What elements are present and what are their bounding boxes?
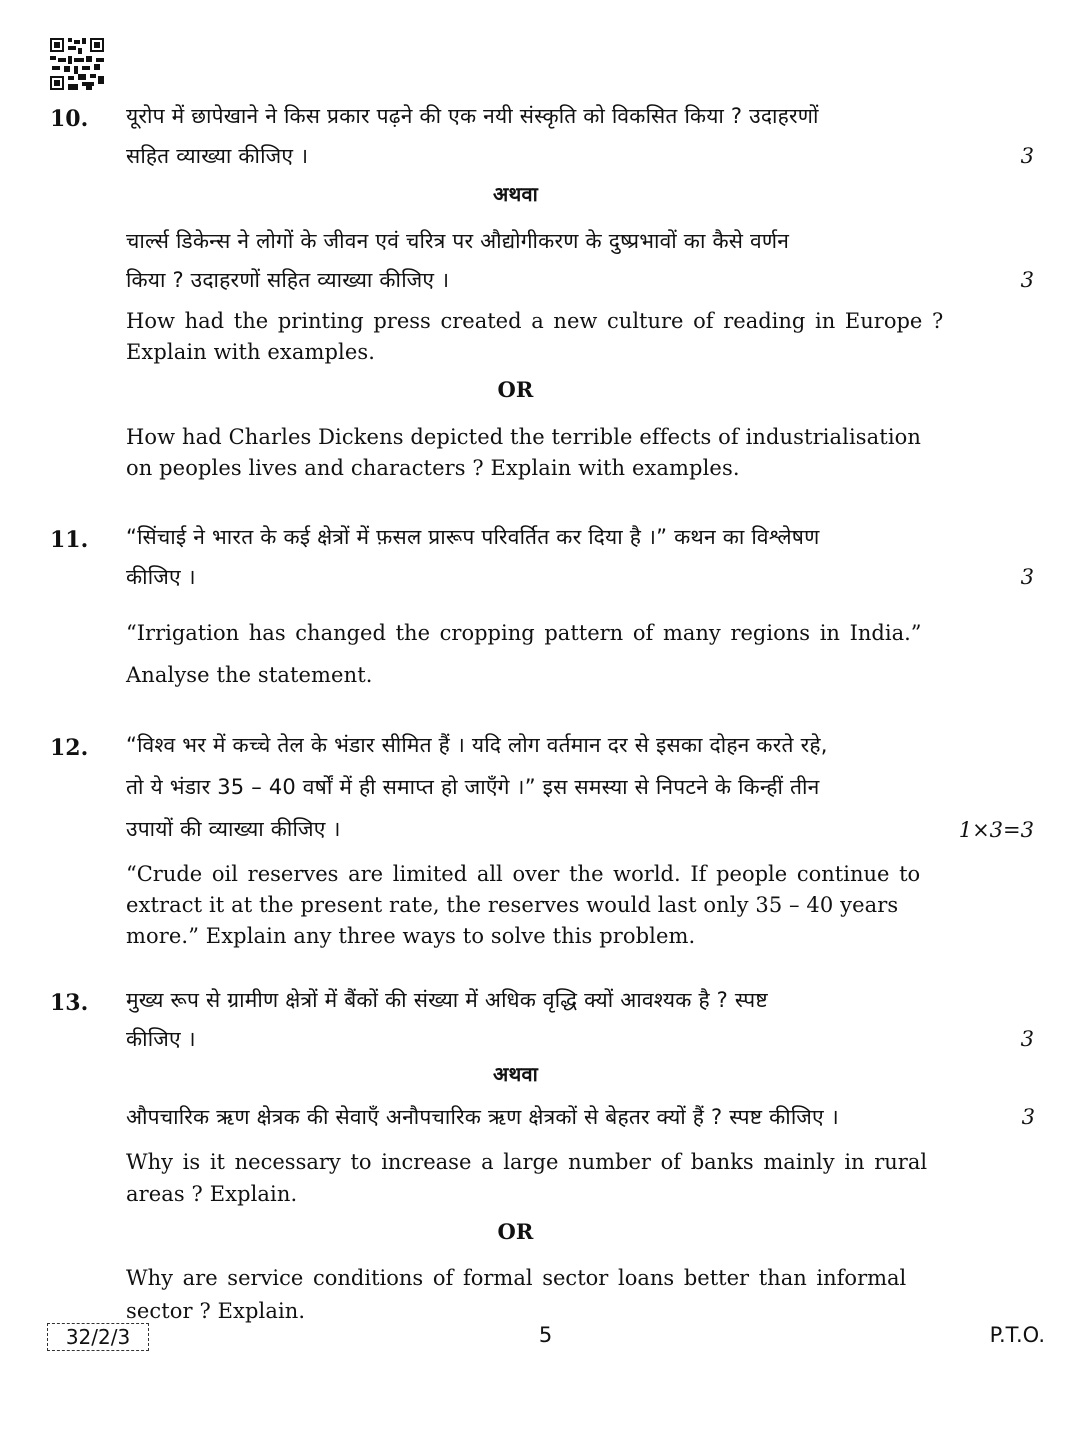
page-number: 5 bbox=[538, 1323, 553, 1347]
or-divider-hindi: अथवा bbox=[493, 182, 538, 206]
question-hindi-line: कीजिए । bbox=[126, 1027, 196, 1051]
question-number: 10. bbox=[50, 106, 89, 132]
question-english-line: extract it at the present rate, the reserves would last only 35 – 40 years bbox=[126, 893, 899, 917]
marks: 3 bbox=[1020, 565, 1034, 589]
marks: 3 bbox=[1020, 268, 1034, 292]
marks: 3 bbox=[1020, 1027, 1034, 1051]
question-hindi-alt-line: औपचारिक ऋण क्षेत्रक की सेवाएँ अनौपचारिक ऋण क्षेत्रकों से बेहतर क्यों हैं ? स्पष्ट कीजिए । bbox=[126, 1105, 839, 1129]
question-english-line: more.” Explain any three ways to solve this problem. bbox=[126, 924, 696, 948]
question-hindi-line: सहित व्याख्या कीजिए । bbox=[126, 144, 309, 168]
question-english-alt-line: Why are service conditions of formal sector loans better than informal bbox=[126, 1266, 907, 1290]
or-divider-hindi: अथवा bbox=[493, 1062, 538, 1086]
question-hindi-line: तो ये भंडार 35 – 40 वर्षों में ही समाप्त हो जाएँगे ।” इस समस्या से निपटने के किन्हीं तीन bbox=[126, 775, 820, 799]
question-english-alt-line: on peoples lives and characters ? Explain with examples. bbox=[126, 456, 740, 480]
question-english-line: Explain with examples. bbox=[126, 340, 376, 364]
question-hindi-alt-line: चार्ल्स डिकेन्स ने लोगों के जीवन एवं चरित्र पर औद्योगीकरण के दुष्प्रभावों का कैसे वर्णन bbox=[126, 229, 790, 253]
marks: 3 bbox=[1020, 144, 1034, 168]
question-hindi-line: कीजिए । bbox=[126, 565, 196, 589]
pto-label: P.T.O. bbox=[989, 1323, 1045, 1347]
marks: 1×3=3 bbox=[958, 818, 1034, 842]
question-hindi-line: उपायों की व्याख्या कीजिए । bbox=[126, 817, 341, 841]
question-english-alt-line: sector ? Explain. bbox=[126, 1299, 306, 1323]
question-english-line: Analyse the statement. bbox=[126, 663, 373, 687]
question-english-line: “Irrigation has changed the cropping pattern of many regions in India.” bbox=[126, 621, 922, 645]
or-divider-english: OR bbox=[497, 1219, 534, 1244]
question-english-line: How had the printing press created a new culture of reading in Europe ? bbox=[126, 309, 944, 333]
marks: 3 bbox=[1021, 1105, 1035, 1129]
question-hindi-alt-line: किया ? उदाहरणों सहित व्याख्या कीजिए । bbox=[126, 268, 450, 292]
question-english-line: Why is it necessary to increase a large number of banks mainly in rural bbox=[126, 1150, 928, 1174]
question-hindi-line: यूरोप में छापेखाने ने किस प्रकार पढ़ने की एक नयी संस्कृति को विकसित किया ? उदाहरणों bbox=[126, 104, 819, 128]
paper-code: 32/2/3 bbox=[47, 1323, 149, 1351]
question-hindi-line: मुख्य रूप से ग्रामीण क्षेत्रों में बैंकों की संख्या में अधिक वृद्धि क्यों आवश्यक है ? स्पष्ट bbox=[126, 988, 768, 1012]
question-english-line: areas ? Explain. bbox=[126, 1182, 298, 1206]
qr-code bbox=[50, 38, 104, 90]
question-english-alt-line: How had Charles Dickens depicted the terrible effects of industrialisation bbox=[126, 425, 922, 449]
or-divider-english: OR bbox=[497, 377, 534, 402]
question-hindi-line: “विश्व भर में कच्चे तेल के भंडार सीमित हैं । यदि लोग वर्तमान दर से इसका दोहन करते रहे, bbox=[126, 733, 828, 757]
question-hindi-line: “सिंचाई ने भारत के कई क्षेत्रों में फ़सल प्रारूप परिवर्तित कर दिया है ।” कथन का विश्लेषण bbox=[126, 525, 820, 549]
question-number: 11. bbox=[50, 527, 89, 553]
question-number: 12. bbox=[50, 735, 89, 761]
question-english-line: “Crude oil reserves are limited all over the world. If people continue to bbox=[126, 862, 921, 886]
question-number: 13. bbox=[50, 990, 89, 1016]
